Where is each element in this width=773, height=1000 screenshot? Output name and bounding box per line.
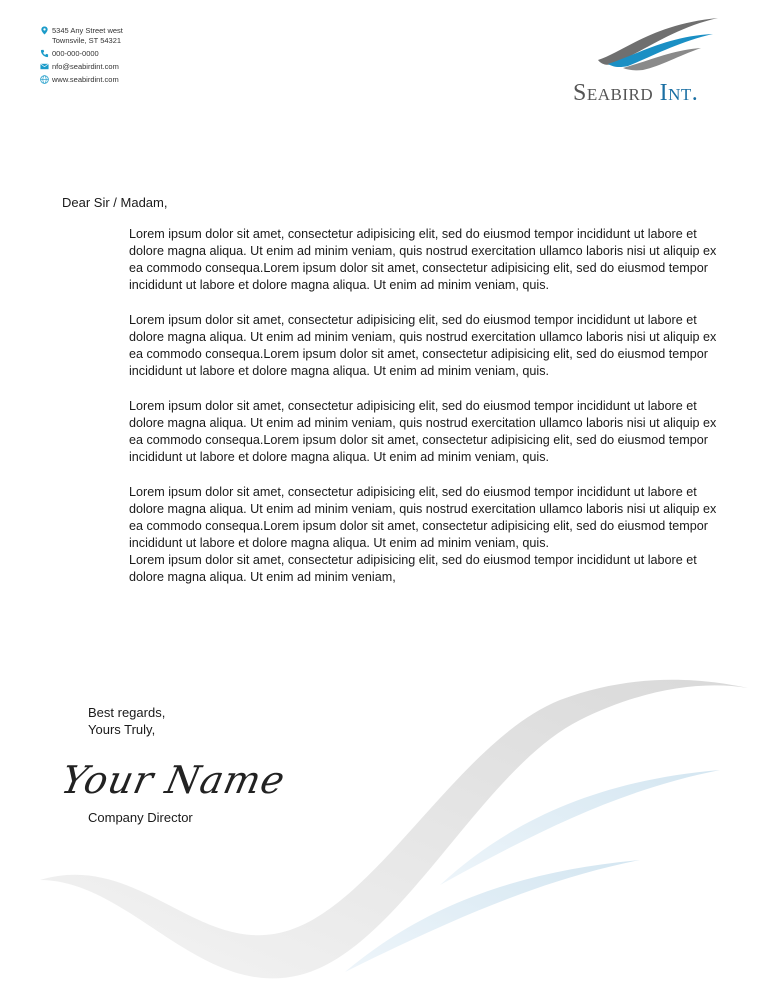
closing-line-2: Yours Truly,	[88, 722, 156, 737]
website-url: www.seabirdint.com	[52, 75, 119, 84]
paragraph: Lorem ipsum dolor sit amet, consectetur adipisicing elit, sed do eiusmod tempor incididunt ut labore et dolore magna aliqua. Ut enim ad minim veniam,	[129, 553, 697, 584]
contact-block	[40, 26, 123, 88]
globe-icon	[40, 75, 49, 84]
address-line-2: Townsvile, ST 54321	[52, 36, 122, 45]
seabird-wings-icon	[573, 14, 743, 74]
phone-number: 000-000-0000	[52, 49, 99, 58]
phone-icon	[40, 49, 49, 58]
paragraph: Lorem ipsum dolor sit amet, consectetur adipisicing elit, sed do eiusmod tempor incididunt ut labore et dolore magna aliqua. Ut enim ad minim veniam, quis nostrud exercitation ullamco laboris nisi ut aliquip ex ea commodo consequa.Lorem ipsum dolor sit amet, consectetur adipisicing elit, sed do eiusmod tempor incididunt ut labore et dolore magna aliqua. Ut enim ad minim veniam, quis.	[129, 485, 717, 550]
signature: Your Name	[57, 758, 290, 802]
envelope-icon	[40, 62, 49, 71]
address-line-1: 5345 Any Street west	[52, 26, 123, 35]
location-pin-icon	[40, 26, 49, 35]
letter-body	[129, 226, 719, 604]
closing-line-1: Best regards,	[88, 705, 166, 720]
website-row	[40, 75, 123, 85]
closing	[88, 704, 165, 738]
phone-row	[40, 49, 123, 59]
paragraph: Lorem ipsum dolor sit amet, consectetur adipisicing elit, sed do eiusmod tempor incididunt ut labore et dolore magna aliqua. Ut enim ad minim veniam, quis nostrud exercitation ullamco laboris nisi ut aliquip ex ea commodo consequa.Lorem ipsum dolor sit amet, consectetur adipisicing elit, sed do eiusmod tempor incididunt ut labore et dolore magna aliqua. Ut enim ad minim veniam, quis.	[129, 227, 717, 292]
paragraph: Lorem ipsum dolor sit amet, consectetur adipisicing elit, sed do eiusmod tempor incididunt ut labore et dolore magna aliqua. Ut enim ad minim veniam, quis nostrud exercitation ullamco laboris nisi ut aliquip ex ea commodo consequa.Lorem ipsum dolor sit amet, consectetur adipisicing elit, sed do eiusmod tempor incididunt ut labore et dolore magna aliqua. Ut enim ad minim veniam, quis.	[129, 399, 717, 464]
address	[52, 26, 123, 46]
company-logo	[573, 14, 743, 106]
company-name-accent: Int.	[659, 80, 699, 106]
email-address: nfo@seabirdint.com	[52, 62, 119, 71]
salutation: Dear Sir / Madam,	[62, 195, 168, 210]
company-name-main: Seabird	[573, 80, 660, 106]
signer-title: Company Director	[88, 810, 193, 825]
company-name	[573, 80, 698, 107]
paragraph: Lorem ipsum dolor sit amet, consectetur adipisicing elit, sed do eiusmod tempor incididunt ut labore et dolore magna aliqua. Ut enim ad minim veniam, quis nostrud exercitation ullamco laboris nisi ut aliquip ex ea commodo consequa.Lorem ipsum dolor sit amet, consectetur adipisicing elit, sed do eiusmod tempor incididunt ut labore et dolore magna aliqua. Ut enim ad minim veniam, quis.	[129, 313, 717, 378]
email-row	[40, 62, 123, 72]
address-row	[40, 26, 123, 46]
